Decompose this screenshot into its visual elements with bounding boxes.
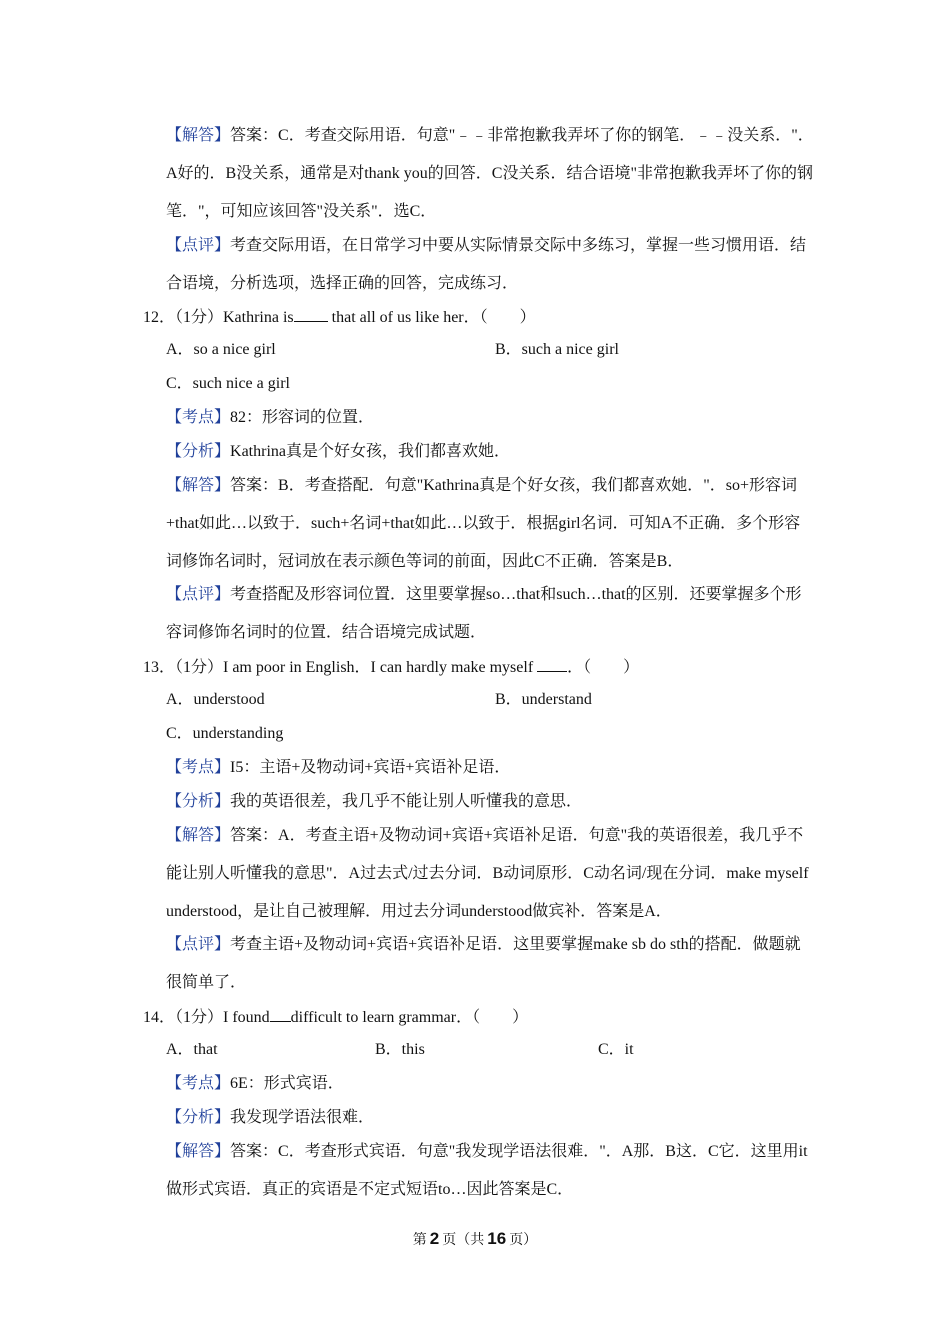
q14-stem: 14．（1分）I found difficult to learn grammar．（ ） <box>143 1006 528 1028</box>
q11-answer <box>166 117 816 231</box>
q13-option-c: C．understanding <box>166 725 284 742</box>
q12-option-a: A．so a nice girl <box>166 341 276 358</box>
q14-option-a: A．that <box>166 1041 218 1058</box>
q14-option-c: C．it <box>598 1041 634 1058</box>
q12-option-c: C．such nice a girl <box>166 375 290 392</box>
answer-tag: 【解答】 <box>166 127 231 144</box>
q13-option-b: B．understand <box>495 691 592 708</box>
q14-point: 【考点】6E：形式宾语． <box>166 1075 344 1092</box>
q13-stem: 13．（1分）I am poor in English．I can hardly make myself ．（ ） <box>143 656 639 678</box>
q13-option-a: A．understood <box>166 691 265 708</box>
q13-answer: 【解答】答案：A．考查主语+及物动词+宾语+宾语补足语．句意"我的英语很差，我几乎不能让别人听懂我的意思"．A过去式/过去分词．B动词原形．C动名词/现在分词．make myself understood，是让自己被理解．用过去分词understood做宾补．答案是A． <box>166 827 809 920</box>
comment-text: 考查交际用语，在日常学习中要从实际情景交际中多练习，掌握一些习惯用语．结合语境，分析选项，选择正确的回答，完成练习． <box>166 237 807 292</box>
q13-analysis: 【分析】我的英语很差，我几乎不能让别人听懂我的意思． <box>166 793 583 810</box>
q11-comment <box>166 227 816 303</box>
q12-analysis: 【分析】Kathrina真是个好女孩，我们都喜欢她． <box>166 443 510 460</box>
answer-blank <box>270 1006 291 1022</box>
q12-point: 【考点】82：形容词的位置． <box>166 409 375 426</box>
comment-tag: 【点评】 <box>166 237 231 254</box>
q13-point: 【考点】I5：主语+及物动词+宾语+宾语补足语． <box>166 759 511 776</box>
q14-option-b: B．this <box>375 1041 425 1058</box>
q14-analysis: 【分析】我发现学语法很难． <box>166 1109 375 1126</box>
page-total: 16 <box>487 1229 507 1248</box>
page-footer: 第 2 页（共 16 页） <box>412 1229 538 1248</box>
answer-text: 答案：C．考查交际用语．句意"﹣﹣非常抱歉我弄坏了你的钢笔．﹣﹣没关系．"．A好的．B没关系，通常是对thank you的回答．C没关系．结合语境"非常抱歉我弄坏了你的钢笔．"，可知应该回答"没关系"．选C． <box>166 127 814 220</box>
q12-answer: 【解答】答案：B．考查搭配．句意"Kathrina真是个好女孩，我们都喜欢她．"．so+形容词+that如此…以致于．such+名词+that如此…以致于．根据girl名词．可知A不正确．多个形容词修饰名词时，冠词放在表示颜色等词的前面，因此C不正确．答案是B． <box>166 477 801 570</box>
answer-blank <box>294 306 328 322</box>
q12-option-b: B．such a nice girl <box>495 341 619 358</box>
q13-comment: 【点评】考查主语+及物动词+宾语+宾语补足语．这里要掌握make sb do sth的搭配．做题就很简单了． <box>166 936 801 991</box>
page-number: 2 <box>429 1229 440 1248</box>
q14-answer: 【解答】答案：C．考查形式宾语．句意"我发现学语法很难．"．A那．B这．C它．这里用it做形式宾语．真正的宾语是不定式短语to…因此答案是C． <box>166 1143 808 1198</box>
q12-stem: 12．（1分）Kathrina is that all of us like her．（ ） <box>143 306 536 328</box>
answer-blank <box>537 656 567 672</box>
q12-comment: 【点评】考查搭配及形容词位置．这里要掌握so…that和such…that的区别．还要掌握多个形容词修饰名词时的位置．结合语境完成试题． <box>166 586 802 641</box>
